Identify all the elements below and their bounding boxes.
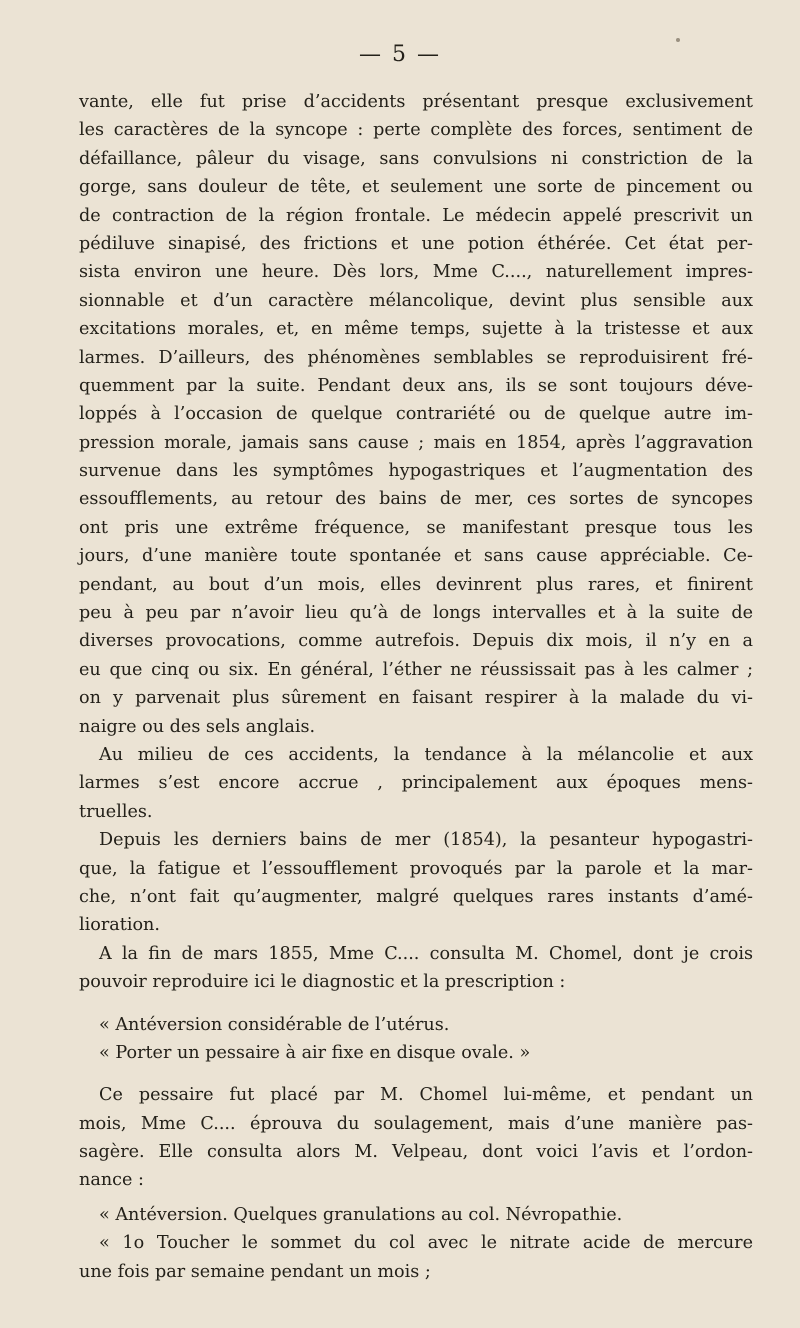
- text-line: lioration.: [79, 915, 160, 936]
- text-line: eu que cinq ou six. En général, l’éther ne réussissait pas à les calmer ;: [79, 659, 753, 680]
- text-line: larmes s’est encore accrue , principalement aux époques mens-: [79, 773, 753, 794]
- quotation: [79, 1011, 753, 1068]
- text-line: loppés à l’occasion de quelque contrariété ou de quelque autre im-: [79, 404, 753, 425]
- text-line: naigre ou des sels anglais.: [79, 716, 316, 737]
- paragraph: [79, 1081, 753, 1195]
- text-line: les caractères de la syncope : perte complète des forces, sentiment de: [79, 120, 753, 141]
- text-line: pédiluve sinapisé, des frictions et une potion éthérée. Cet état per-: [79, 233, 753, 254]
- text-line: survenue dans les symptômes hypogastriques et l’augmentation des: [79, 461, 753, 482]
- paragraph: [79, 88, 753, 741]
- text-line: A la fin de mars 1855, Mme C.... consulta M. Chomel, dont je crois: [99, 943, 753, 964]
- text-line: essoufflements, au retour des bains de mer, ces sortes de syncopes: [79, 489, 753, 510]
- text-line: ont pris une extrême fréquence, se manifestant presque tous les: [79, 517, 753, 538]
- text-line: peu à peu par n’avoir lieu qu’à de longs intervalles et à la suite de: [79, 603, 753, 624]
- text-line: excitations morales, et, en même temps, sujette à la tristesse et aux: [79, 319, 753, 340]
- text-line: une fois par semaine pendant un mois ;: [79, 1261, 431, 1282]
- text-line: mois, Mme C.... éprouva du soulagement, mais d’une manière pas-: [79, 1113, 753, 1134]
- text-line: Au milieu de ces accidents, la tendance à la mélancolie et aux: [99, 744, 753, 765]
- body-text: [79, 88, 753, 1286]
- text-line: sista environ une heure. Dès lors, Mme C...., naturellement impres-: [79, 262, 753, 283]
- text-line: che, n’ont fait qu’augmenter, malgré quelques rares instants d’amé-: [79, 886, 753, 907]
- text-line: « Antéversion considérable de l’utérus.: [99, 1014, 450, 1035]
- text-line: « Antéversion. Quelques granulations au col. Névropathie.: [99, 1204, 623, 1225]
- text-line: pouvoir reproduire ici le diagnostic et la prescription :: [79, 972, 566, 993]
- paragraph: [79, 826, 753, 940]
- text-line: larmes. D’ailleurs, des phénomènes semblables se reproduisirent fré-: [79, 347, 753, 368]
- text-line: quemment par la suite. Pendant deux ans, ils se sont toujours déve-: [79, 375, 753, 396]
- text-line: « 1o Toucher le sommet du col avec le nitrate acide de mercure: [99, 1233, 753, 1254]
- text-line: pendant, au bout d’un mois, elles devinrent plus rares, et finirent: [79, 574, 753, 595]
- text-line: nance :: [79, 1170, 144, 1191]
- text-line: vante, elle fut prise d’accidents présentant presque exclusivement: [79, 92, 753, 112]
- text-line: on y parvenait plus sûrement en faisant respirer à la malade du vi-: [79, 688, 753, 709]
- text-line: jours, d’une manière toute spontanée et sans cause appréciable. Ce-: [79, 546, 753, 567]
- text-line: Ce pessaire fut placé par M. Chomel lui-même, et pendant un: [99, 1085, 753, 1106]
- text-line: truelles.: [79, 801, 153, 822]
- text-line: de contraction de la région frontale. Le médecin appelé prescrivit un: [79, 205, 753, 226]
- page-number: — 5 —: [359, 42, 441, 67]
- text-line: diverses provocations, comme autrefois. Depuis dix mois, il n’y en a: [79, 631, 753, 652]
- paragraph: [79, 940, 753, 997]
- text-line: que, la fatigue et l’essoufflement provoqués par la parole et la mar-: [79, 858, 753, 879]
- text-line: défaillance, pâleur du visage, sans convulsions ni constriction de la: [79, 148, 753, 169]
- text-line: sagère. Elle consulta alors M. Velpeau, dont voici l’avis et l’ordon-: [79, 1142, 753, 1163]
- text-line: pression morale, jamais sans cause ; mais en 1854, après l’aggravation: [79, 432, 753, 453]
- text-line: « Porter un pessaire à air fixe en disque ovale. »: [99, 1042, 531, 1063]
- quotation: [79, 1201, 753, 1286]
- paragraph: [79, 741, 753, 826]
- text-line: gorge, sans douleur de tête, et seulement une sorte de pincement ou: [79, 177, 753, 198]
- text-line: Depuis les derniers bains de mer (1854), la pesanteur hypogastri-: [99, 830, 753, 851]
- text-line: sionnable et d’un caractère mélancolique, devint plus sensible aux: [79, 290, 753, 311]
